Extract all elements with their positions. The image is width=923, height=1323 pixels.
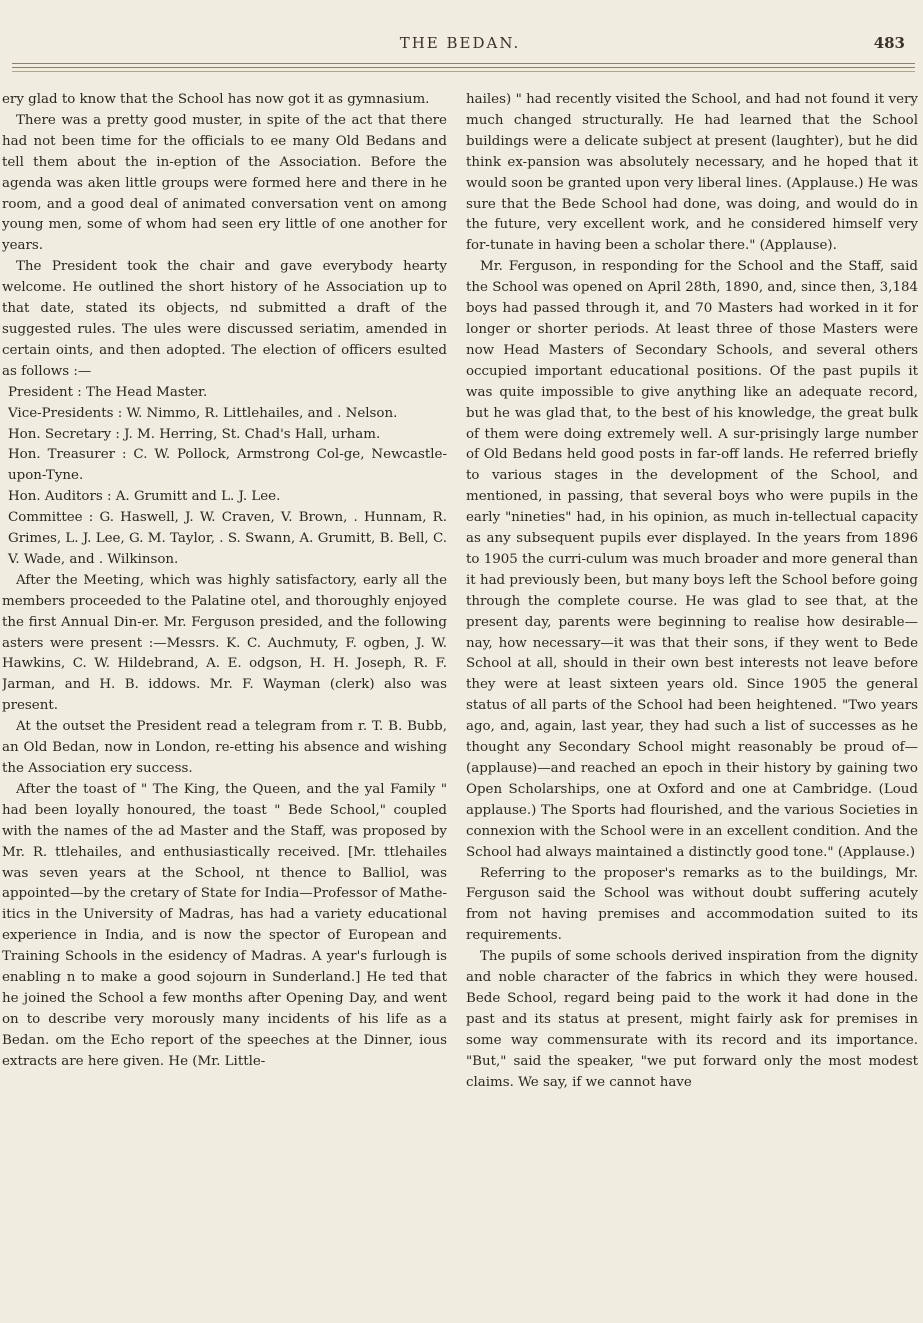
paragraph: Referring to the proposer's remarks as to the buildings, Mr. Ferguson said the School was without doubt suffering acutely from not having premises and accommodation suited to its requirements.: [466, 865, 918, 944]
header-rule: [12, 67, 915, 68]
officer-entry: Committee : G. Haswell, J. W. Craven, V. Brown, . Hunnam, R. Grimes, L. J. Lee, G. M. Taylor, . S. Swann, A. Grumitt, B. Bell, C. V. Wade, and . Wilkinson.: [8, 510, 447, 567]
paragraph: After the toast of " The King, the Queen, and the yal Family " had been loyally honoured, the toast " Bede School," coupled with the names of the ad Master and the Staff, was proposed by Mr. R. ttlehailes, and enthusiastically received. [Mr. ttlehailes was seven years at the School, nt thence to Balliol, was appointed—by the cretary of State for India—Professor of Mathe-itics in the University of Madras, has had a variety educational experience in India, and is now the spector of European and Training Schools in the esidency of Madras. A year's furlough is enabling n to make a good sojourn in Sunderland.] He ted that he joined the School a few months after Opening Day, and went on to describe very morously many incidents of his life as a Bedan. om the Echo report of the speeches at the Dinner, ious extracts are here given. He (Mr. Little-: [2, 781, 447, 1069]
running-title: THE BEDAN.: [399, 34, 521, 52]
paragraph: There was a pretty good muster, in spite of the act that there had not been time for the officials to ee many Old Bedans and tell them about the in-eption of the Association. Before the agenda was aken little groups were formed here and there in he room, and a good deal of animated conversation vent on among young men, some of whom had seen ery little of one another for years.: [2, 112, 447, 254]
officer-entry: President : The Head Master.: [8, 384, 208, 400]
page-header: [0, 0, 923, 60]
right-column: [466, 90, 918, 1310]
header-rule: [12, 63, 915, 64]
paragraph: Mr. Ferguson, in responding for the School and the Staff, said the School was opened on April 28th, 1890, and, since then, 3,184 boys had passed through it, and 70 Masters had worked in it for longer or shorter periods. At least three of those Masters were now Head Masters of Secondary Schools, and several others occupied important educational positions. Of the past pupils it was quite impossible to give anything like an adequate record, but he was glad that, to the best of his knowledge, the great bulk of them were doing extremely well. A sur-prisingly large number of Old Bedans held good posts in far-off lands. He referred briefly to various stages in the development of the School, and mentioned, in passing, that several boys who were pupils in the early "nineties" had, in his opinion, as much in-tellectual capacity as any subsequent pupils ever displayed. In the years from 1896 to 1905 the curri-culum was much broader and more general than it had previously been, but many boys left the School before going through the complete course. He was glad to see that, at the present day, parents were beginning to realise how desirable—nay, how necessary—it was that their sons, if they went to Bede School at all, should in their own best interests not leave before they were at least sixteen years old. Since 1905 the general status of all parts of the School had been heightened. "Two years ago, and, again, last year, they had such a list of successes as he thought any Secondary School might reasonably be proud of—(applause)—and reached an epoch in their history by gaining two Open Scholarships, one at Oxford and one at Cambridge. (Loud applause.) The Sports had flourished, and the various Societies in connexion with the School were in an excellent condition. And the School had always maintained a distinctly good tone." (Applause.): [466, 259, 918, 860]
page-number: 483: [873, 34, 905, 52]
paragraph: ery glad to know that the School has now got it as gymnasium.: [2, 92, 430, 107]
left-column: [2, 90, 447, 1310]
paragraph: The pupils of some schools derived inspiration from the dignity and noble character of the fabrics in which they were housed. Bede School, regard being paid to the work it had done in the past and its status at present, might fairly ask for premises in some way commensurate with its record and its importance. "But," said the speaker, "we put forward only the most modest claims. We say, if we cannot have: [466, 949, 918, 1090]
paragraph: After the Meeting, which was highly satisfactory, early all the members proceeded to the Palatine otel, and thoroughly enjoyed the first Annual Din-er. Mr. Ferguson presided, and the following asters were present :—Messrs. K. C. Auchmuty, F. ogben, J. W. Hawkins, C. W. Hildebrand, A. E. odgson, H. H. Joseph, R. F. Jarman, and H. B. iddows. Mr. F. Wayman (clerk) also was present.: [2, 572, 447, 714]
header-rule: [12, 71, 915, 72]
paragraph: At the outset the President read a telegram from r. T. B. Bubb, an Old Bedan, now in London, re-etting his absence and wishing the Association ery success.: [2, 719, 447, 776]
paragraph: hailes) " had recently visited the School, and had not found it very much changed structurally. He had learned that the School buildings were a delicate subject at present (laughter), but he did think ex-pansion was absolutely necessary, and he hoped that it would soon be granted upon very liberal lines. (Applause.) He was sure that the Bede School had done, was doing, and would do in the future, very excellent work, and he considered himself very for-tunate in having been a scholar there." (Applause).: [466, 92, 918, 254]
officer-entry: Hon. Treasurer : C. W. Pollock, Armstrong Col-ge, Newcastle-upon-Tyne.: [8, 447, 447, 484]
officer-entry: Hon. Auditors : A. Grumitt and L. J. Lee.: [8, 489, 281, 505]
officer-entry: Hon. Secretary : J. M. Herring, St. Chad's Hall, urham.: [8, 426, 381, 442]
paragraph: The President took the chair and gave everybody hearty welcome. He outlined the short history of he Association up to that date, stated its objects, nd submitted a draft of the suggested rules. The ules were discussed seriatim, amended in certain oints, and then adopted. The election of officers esulted as follows :—: [2, 259, 447, 379]
officer-entry: Vice-Presidents : W. Nimmo, R. Littlehailes, and . Nelson.: [8, 405, 398, 421]
